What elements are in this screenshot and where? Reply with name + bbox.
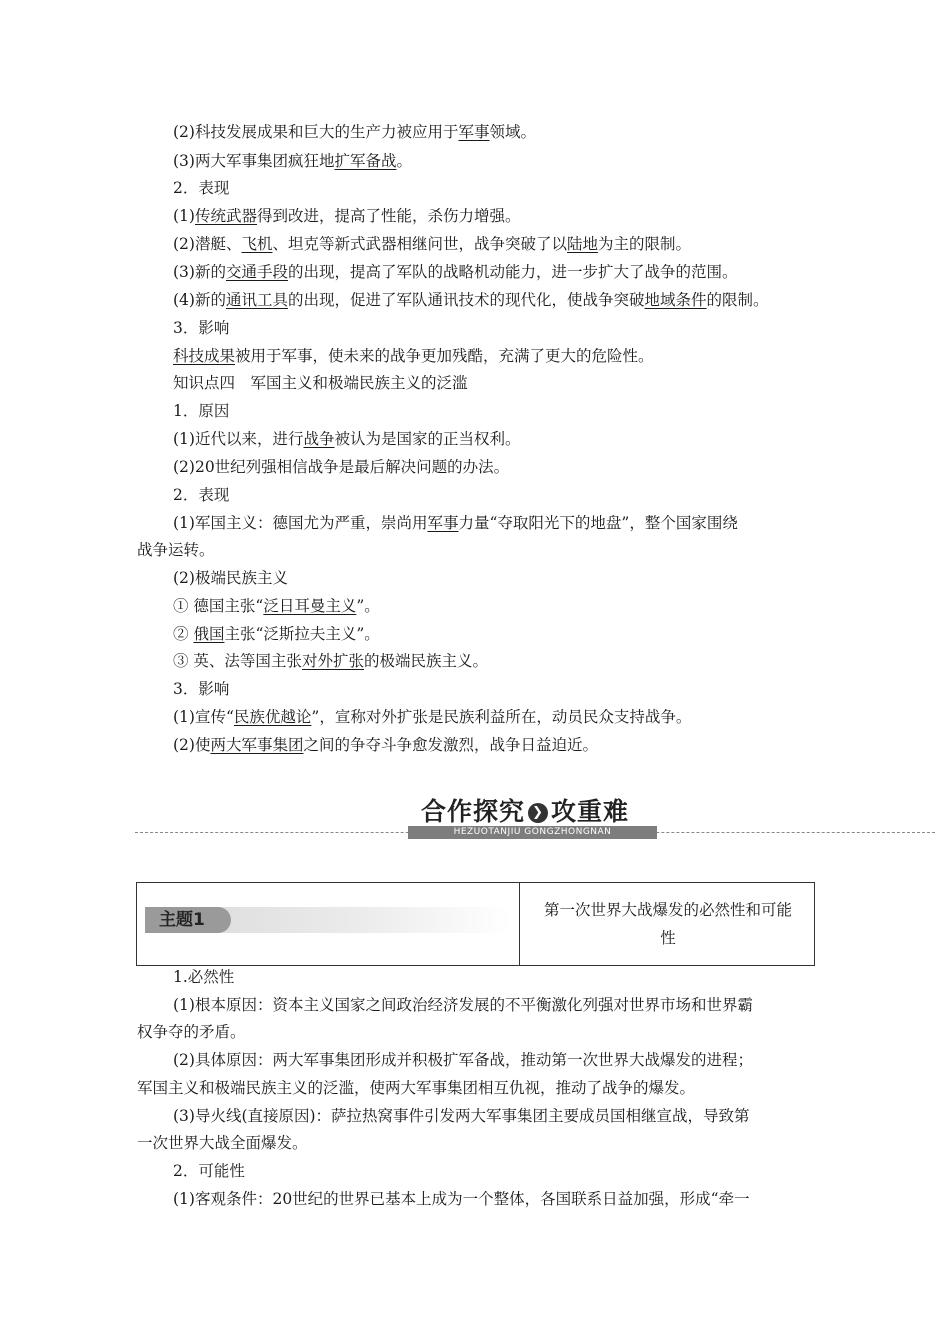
section-heading: 3．影响: [173, 319, 230, 337]
text-line: 战争运转。: [137, 541, 215, 559]
text-line: (4)新的通讯工具的出现，促进了军队通讯技术的现代化，使战争突破地域条件的限制。: [173, 291, 769, 309]
text-line: 权争夺的矛盾。: [137, 1023, 246, 1041]
text-line: (2)具体原因：两大军事集团形成并积极扩军备战，推动第一次世界大战爆发的进程；: [173, 1051, 753, 1069]
text-line: (2)潜艇、飞机、坦克等新式武器相继问世，战争突破了以陆地为主的限制。: [173, 235, 692, 253]
section-heading: 1.必然性: [173, 968, 235, 986]
section-heading: 2．表现: [173, 179, 230, 197]
topic-tag-label: 主题1: [159, 910, 205, 930]
text-line: 科技成果被用于军事，使未来的战争更加残酷，充满了更大的危险性。: [173, 347, 654, 365]
text-line: (1)根本原因：资本主义国家之间政治经济发展的不平衡激化列强对世界市场和世界霸: [173, 996, 753, 1014]
text-line: (1)近代以来，进行战争被认为是国家的正当权利。: [173, 430, 521, 448]
text-line: (1)传统武器得到改进，提高了性能，杀伤力增强。: [173, 207, 521, 225]
section-heading: 1．原因: [173, 402, 230, 420]
text-line: (3)新的交通手段的出现，提高了军队的战略机动能力，进一步扩大了战争的范围。: [173, 263, 738, 281]
topic-box: [136, 882, 815, 966]
banner-title: 合作探究 ❯ 攻重难: [421, 797, 630, 826]
text-line: ② 俄国主张“泛斯拉夫主义”。: [173, 625, 380, 643]
text-line: (1)宣传“民族优越论”，宣称对外扩张是民族利益所在，动员民众支持战争。: [173, 708, 692, 726]
section-heading: 2．表现: [173, 486, 230, 504]
topic-title: [527, 883, 809, 965]
text-line: (1)军国主义：德国尤为严重，崇尚用军事力量“夺取阳光下的地盘”，整个国家围绕: [173, 514, 738, 532]
topic-tag: [145, 907, 511, 933]
topic-title-line: 性: [660, 929, 676, 947]
chevron-right-icon: ❯: [528, 803, 548, 823]
text-line: ① 德国主张“泛日耳曼主义”。: [173, 597, 380, 615]
banner-subtitle: HEZUOTANJIU GONGZHONGNAN: [408, 826, 657, 839]
section-banner: [135, 792, 935, 844]
knowledge-point-title: 知识点四 军国主义和极端民族主义的泛滥: [173, 374, 468, 392]
text-line: 一次世界大战全面爆发。: [137, 1134, 308, 1152]
text-line: (2)使两大军事集团之间的争夺斗争愈发激烈，战争日益迫近。: [173, 736, 598, 754]
text-line: 军国主义和极端民族主义的泛滥，使两大军事集团相互仇视，推动了战争的爆发。: [137, 1079, 696, 1097]
text-line: (1)客观条件：20世纪的世界已基本上成为一个整体，各国联系日益加强，形成“牵一: [173, 1190, 750, 1208]
topic-title-line: 第一次世界大战爆发的必然性和可能: [543, 901, 792, 919]
text-line: (3)导火线(直接原因)：萨拉热窝事件引发两大军事集团主要成员国相继宣战，导致第: [173, 1107, 750, 1125]
text-line: (2)20世纪列强相信战争是最后解决问题的办法。: [173, 458, 510, 476]
section-heading: 2．可能性: [173, 1162, 245, 1180]
topic-tag-cell: [137, 883, 520, 965]
section-heading: 3．影响: [173, 680, 230, 698]
text-line: ③ 英、法等国主张对外扩张的极端民族主义。: [173, 652, 488, 670]
text-line: (2)极端民族主义: [173, 569, 288, 587]
text-line: (2)科技发展成果和巨大的生产力被应用于军事领域。: [173, 123, 536, 141]
text-line: (3)两大军事集团疯狂地扩军备战。: [173, 152, 412, 170]
